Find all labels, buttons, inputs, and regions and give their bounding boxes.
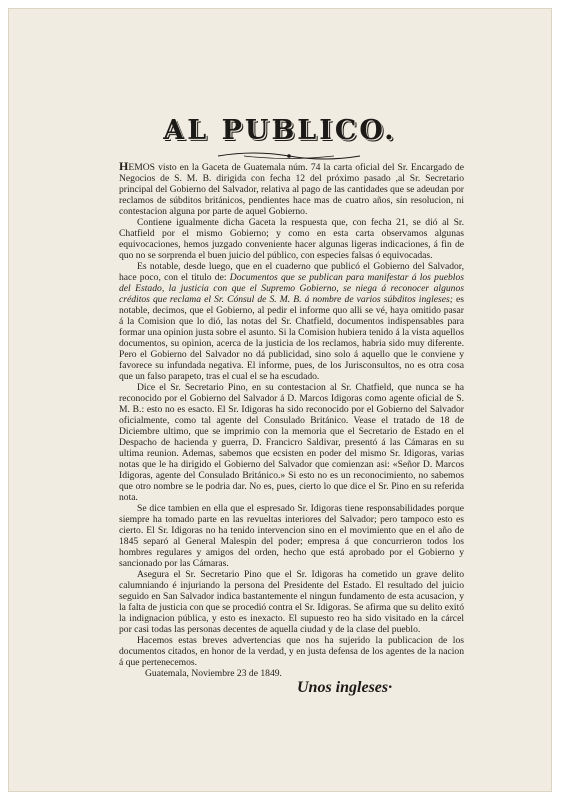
paragraph-5: Se dice tambien en ella que el espresado Sr. Idigoras tiene responsabilidades porque siempre ha tomado parte en las revueltas interiores del Salvador; pero tampoco esto es cierto. El Sr. Idigoras no ha tenido intervencion sino en el movimiento que en el año de 1845 separó al General Malespin del poder; empresa á que concurrieron todos los hombres regulares y amigos del orden, hecho que está aprobado por el Gobierno y sancionado por las Cámaras. [119, 503, 464, 569]
cited-title: Documentos que se publican para manifestar á los pueblos del Estado, la justicia con que el Supremo Gobierno, se niega á reconocer algunos créditos que reclama el Sr. Cónsul de S. M. B. á nombre de varios súbditos ingleses; [119, 272, 464, 305]
dateline: Guatemala, Noviembre 23 de 1849. [145, 668, 282, 679]
paragraph-1 [119, 161, 464, 217]
paragraph-7: Hacemos estas breves advertencias que nos ha sujerido la publicacion de los documentos citados, en honor de la verdad, y en justa defensa de los agentes de la nacion á que pertenecemos. [119, 635, 464, 668]
paragraph-2: Contiene igualmente dicha Gaceta la respuesta que, con fecha 21, se dió al Sr. Chatfield por el mismo Gobierno; y como en esta carta observamos algunas equivocaciones, hemos juzgado conveniente hacer algunas ligeras indicaciones, á fin de quo no se sorprenda el buen juicio del público, con especies falsas ó equivocadas. [119, 217, 464, 261]
paragraph-4: Dice el Sr. Secretario Pino, en su contestacion al Sr. Chatfield, que nunca se ha reconocido por el Gobierno del Salvador á D. Marcos Idigoras como agente oficial de S. M. B.: esto no es esacto. El Sr. Idigoras ha sido reconocido por el Gobierno del Salvador oficialmente, como tal agente del Consulado Británico. Vease el tratado de 18 de Diciembre ultimo, que se imprimio con la memoria que el Secretario de Estado en el Despacho de hacienda y guerra, D. Francicro Saldivar, presentó á las Cámaras en su ultima reunion. Ademas, sabemos que ecsisten en poder del mismo Sr. Idigoras, varias notas que le ha dirigido el Gobierno del Salvador que comienzan asi: «Señor D. Marcos Idigoras, agente del Consulado Británico.» Si esto no es un reconocimiento, no sabemos que otro nombre se le podria dar. No es, pues, cierto lo que dice el Sr. Pino en su referida nota. [119, 382, 464, 503]
document-sheet [8, 8, 552, 792]
document-body [119, 161, 464, 679]
paragraph-text: Es notable, desde luego, que en el cuaderno que publicó el Gobierno del Salvador, hace poco, con el titulo de: [119, 261, 464, 283]
paragraph-text: es notable, decimos, que el Gobierno, al pedir el informe quo alli se vé, haya omitido pasar á la Comision que lo dió, las notas del Sr. Chatfield, documentos indispensables para formar una opinion justa sobre el asunto. Si la Comision hubiera tenido á la vista aquellos documentos, su opinion, acerca de la justicia de los reclamos, habria sido muy diferente. Pero el Gobierno del Salvador no dá publicidad, sino solo á aquello que le conviene y favorece su infundada negativa. El informe, pues, de los Jurisconsultos, no es otra cosa que un falso parapeto, tras el cual el se ha escudado. [119, 294, 465, 382]
paragraph-6: Asegura el Sr. Secretario Pino que el Sr. Idigoras ha cometido un grave delito calumniando é injuriando la persona del Presidente del Estado. El resultado del juicio seguido en San Salvador indica bastantemente el ningun fundamento de esta acusacion, y la falta de justicia con que se procedió contra el Sr. Idigoras. Se afirma que su delito exitó la indignacion pública, y esto es inexacto. El supuesto reo ha sido visitado en la cárcel por casi todas las personas decentes de aquella ciudad y de la clase del pueblo. [119, 569, 464, 635]
paragraph-3 [119, 261, 464, 382]
drop-cap: H [119, 159, 129, 173]
paragraph-text: EMOS visto en la Gaceta de Guatemala núm. 74 la carta oficial del Sr. Encargado de Negocios de S. M. B. dirigida con fecha 12 del próximo pasado ,al Sr. Secretario principal del Gobierno del Salvador, relativa al pago de las cantidades que se adeudan por reclamos de súbditos británicos, pendientes hace mas de cuatro años, sin resolucion, ni contestacion alguna por parte de aquel Gobierno. [119, 162, 464, 217]
signature: Unos ingleses· [297, 679, 393, 696]
document-title: AL PUBLICO. [163, 115, 397, 146]
